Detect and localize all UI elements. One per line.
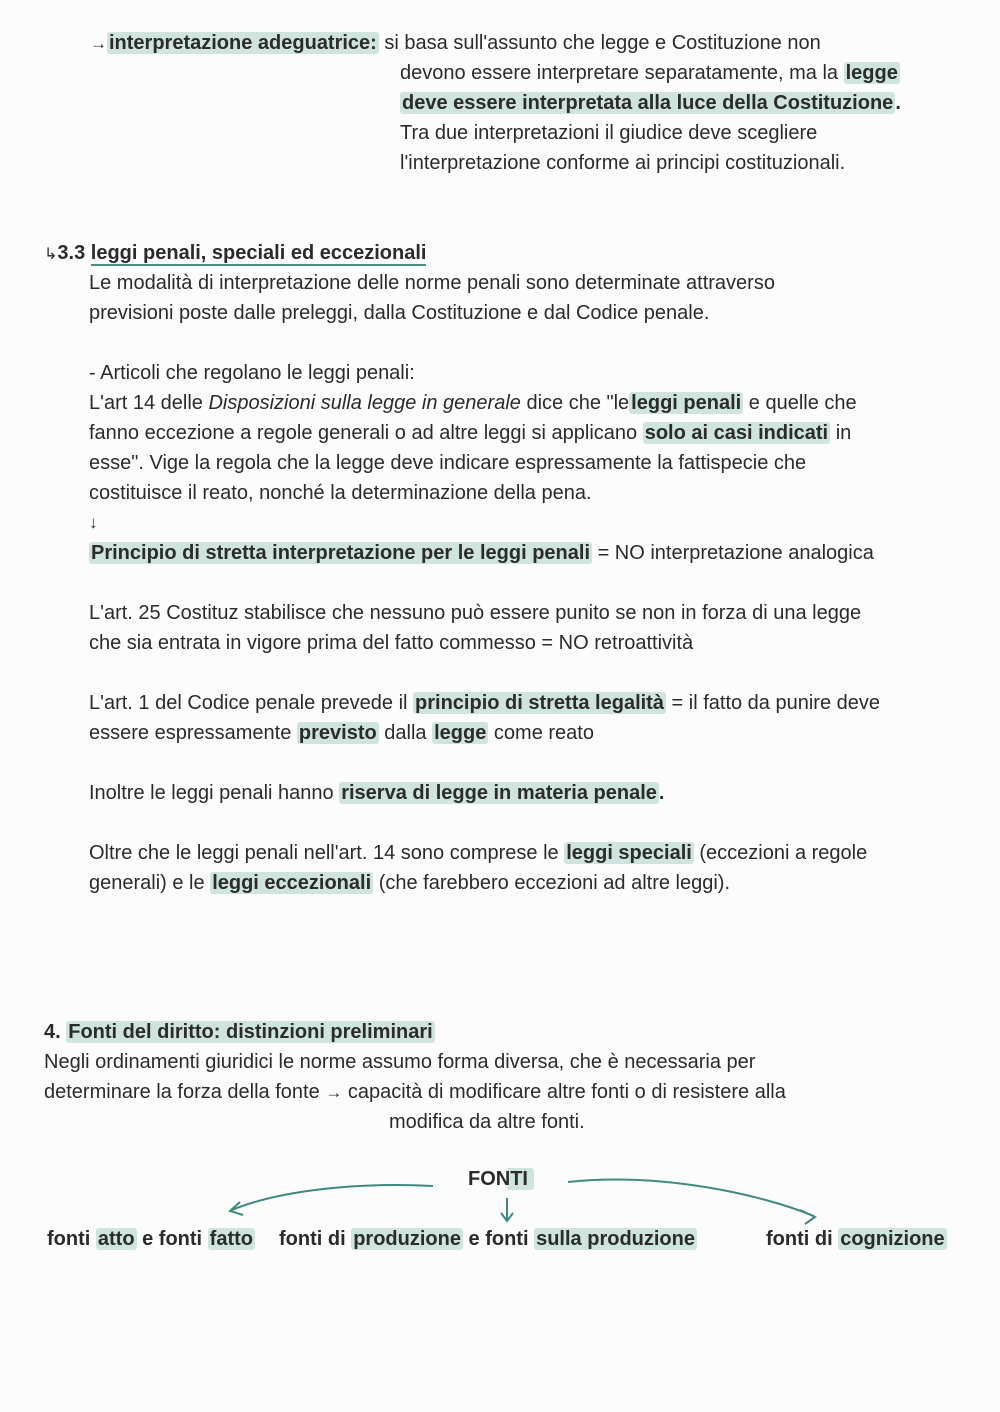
text-fragment: fanno eccezione a regole generali o ad altre leggi si applicano [89,422,638,444]
text-line: l'interpretazione conforme ai principi costituzionali. [400,152,846,174]
text-fragment: = NO interpretazione analogica [597,542,874,564]
text-fragment: . [658,782,665,804]
diagram-root-fonti: FONTI [468,1168,534,1191]
highlight: solo ai casi indicati [644,422,829,444]
text-fragment: generali) e le [89,872,205,894]
text-fragment: Oltre che le leggi penali nell'art. 14 sono comprese le [89,842,559,864]
text-fragment: (eccezioni a regole [699,842,868,864]
text-fragment: . [895,92,901,114]
text-line: Le modalità di interpretazione delle norme penali sono determinate attraverso [89,272,775,294]
adeguatrice-body [400,58,901,178]
text-fragment: dalla [384,722,427,744]
text-line: - Articoli che regolano le leggi penali: [89,362,415,384]
arrow-right-head [800,1210,815,1224]
section-number: 3.3 [57,242,86,264]
highlight: leggi penali [631,392,742,414]
text-fragment: come reato [493,722,594,744]
text-fragment: capacità di modificare altre fonti o di resistere alla [347,1081,786,1103]
section-title: Fonti del diritto: distinzioni preliminari [68,1021,433,1043]
text-fragment: L'art 14 delle [89,392,203,414]
highlight: leggi eccezionali [212,872,372,894]
highlight: principio di stretta legalità [415,692,664,714]
text-line: Negli ordinamenti giuridici le norme assumo forma diversa, che è necessaria per [44,1051,756,1073]
italic-title: Disposizioni sulla legge in generale [208,392,521,414]
diagram-node-produzione: fonti di produzione e fonti sulla produzione [279,1228,695,1250]
highlight: deve essere interpretata alla luce della Costituzione [402,92,894,114]
text-fragment: in [835,422,852,444]
text-fragment: dice che "le [526,392,630,414]
section-4-heading [44,1017,435,1047]
text-line: L'art. 25 Costituz stabilisce che nessuno può essere punito se non in forza di una legge [89,602,862,624]
text-line: Tra due interpretazioni il giudice deve scegliere [400,122,818,144]
text-line: che sia entrata in vigore prima del fatto commesso = NO retroattività [89,632,694,654]
diagram-node-atto-fatto: fonti atto e fonti fatto [47,1228,253,1250]
section-3-3-heading [44,238,426,270]
section-3-3-body [89,268,880,898]
text-line: modifica da altre fonti. [389,1111,585,1133]
right-arrow-icon: → [325,1083,343,1102]
text-fragment: = il fatto da punire deve [671,692,881,714]
highlight: Principio di stretta interpretazione per le leggi penali [91,542,590,564]
hook-arrow-icon: ↳ [44,246,58,263]
text-fragment: (che farebbero eccezioni ad altre leggi). [378,872,731,894]
text-fragment: e quelle che [748,392,857,414]
text-line: previsioni poste dalle preleggi, dalla Costituzione e dal Codice penale. [89,302,710,324]
text-fragment: determinare la forza della fonte [44,1081,320,1103]
section-4-body-cont [389,1107,585,1137]
right-arrow-icon: → [90,34,107,53]
highlight: leggi speciali [566,842,692,864]
diagram-node-cognizione: fonti di cognizione [766,1228,945,1250]
arrow-left [232,1185,433,1210]
text-line: devono essere interpretare separatamente, ma la [400,62,839,84]
section-4-body [44,1047,786,1107]
term-adeguatrice: interpretazione adeguatrice: [109,32,377,54]
highlight: legge [845,62,898,84]
text-line: costituisce il reato, nonché la determinazione della pena. [89,482,592,504]
highlight: legge [434,722,487,744]
section-adeguatrice [90,28,821,58]
section-number: 4. [44,1021,61,1043]
highlight: previsto [298,722,377,744]
section-title: leggi penali, speciali ed eccezionali [90,242,427,264]
text-fragment: L'art. 1 del Codice penale prevede il [89,692,408,714]
text-line: esse". Vige la regola che la legge deve indicare espressamente la fattispecie che [89,452,807,474]
text-line: si basa sull'assunto che legge e Costituzione non [384,32,821,54]
arrow-right [568,1180,814,1216]
highlight: riserva di legge in materia penale [341,782,657,804]
down-arrow-icon: ↓ [89,513,98,532]
text-fragment: Inoltre le leggi penali hanno [89,782,334,804]
text-fragment: essere espressamente [89,722,292,744]
